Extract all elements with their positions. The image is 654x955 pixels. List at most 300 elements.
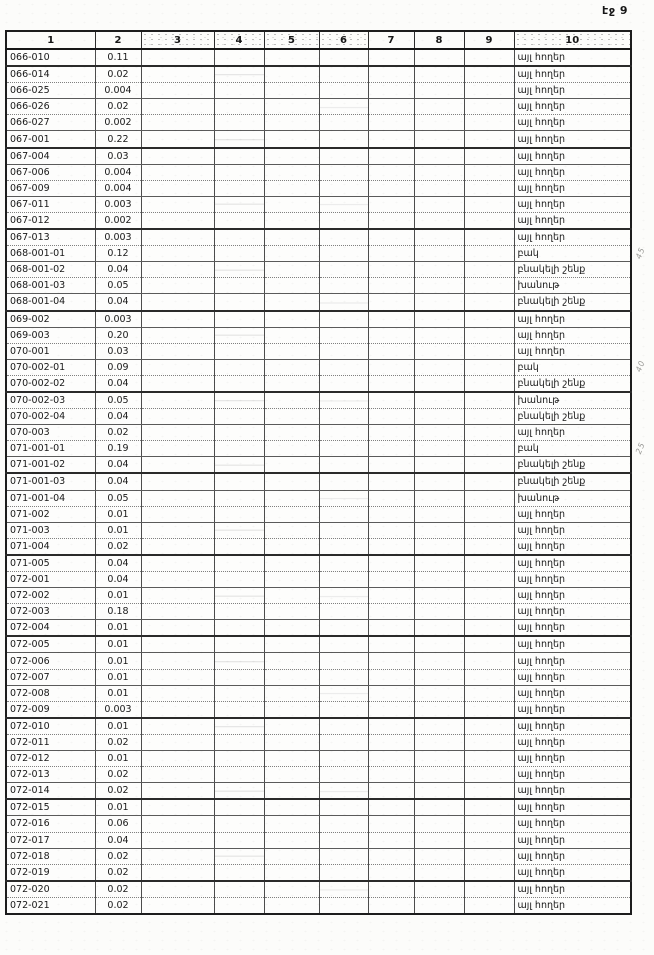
empty-cell: [368, 115, 414, 131]
empty-cell: [141, 343, 214, 359]
empty-cell: [464, 229, 514, 246]
empty-cell: [141, 783, 214, 800]
empty-cell: [414, 343, 464, 359]
empty-cell: [264, 864, 319, 881]
empty-cell: [264, 832, 319, 848]
empty-cell: [368, 409, 414, 425]
empty-cell: [414, 392, 464, 409]
table-row: [6, 669, 631, 685]
empty-cell: [368, 783, 414, 800]
empty-cell: [464, 685, 514, 701]
area-value-cell: 0.01: [95, 636, 141, 653]
empty-cell: [264, 99, 319, 115]
empty-cell: [319, 506, 368, 522]
empty-cell: [319, 490, 368, 506]
empty-cell: [368, 767, 414, 783]
parcel-code-cell: 069-003: [6, 327, 95, 343]
area-value-cell: 0.18: [95, 604, 141, 620]
land-use-cell: այլ հողեր: [514, 555, 631, 572]
parcel-code-cell: 072-011: [6, 734, 95, 750]
empty-cell: [141, 636, 214, 653]
empty-cell: [368, 832, 414, 848]
table-row: [6, 848, 631, 864]
empty-cell: [214, 83, 264, 99]
empty-cell: [264, 636, 319, 653]
empty-cell: [264, 457, 319, 474]
land-use-cell: այլ հողեր: [514, 701, 631, 718]
table-row: [6, 148, 631, 165]
empty-cell: [214, 392, 264, 409]
empty-cell: [319, 180, 368, 196]
empty-cell: [141, 701, 214, 718]
empty-cell: [214, 66, 264, 83]
empty-cell: [368, 848, 414, 864]
empty-cell: [319, 311, 368, 328]
empty-cell: [264, 359, 319, 375]
empty-cell: [264, 83, 319, 99]
empty-cell: [214, 799, 264, 816]
empty-cell: [464, 816, 514, 832]
empty-cell: [264, 343, 319, 359]
empty-cell: [464, 783, 514, 800]
empty-cell: [414, 278, 464, 294]
parcel-code-cell: 072-019: [6, 864, 95, 881]
parcel-code-cell: 067-009: [6, 180, 95, 196]
table-row: [6, 881, 631, 898]
parcel-code-cell: 069-002: [6, 311, 95, 328]
empty-cell: [414, 783, 464, 800]
parcel-code-cell: 072-004: [6, 620, 95, 637]
land-use-cell: խանութ: [514, 392, 631, 409]
area-value-cell: 0.01: [95, 685, 141, 701]
empty-cell: [464, 538, 514, 555]
empty-cell: [414, 751, 464, 767]
empty-cell: [464, 506, 514, 522]
table-row: [6, 278, 631, 294]
table-row: [6, 490, 631, 506]
land-use-cell: այլ հողեր: [514, 180, 631, 196]
empty-cell: [464, 148, 514, 165]
area-value-cell: 0.04: [95, 473, 141, 490]
area-value-cell: 0.11: [95, 49, 141, 66]
empty-cell: [414, 767, 464, 783]
empty-cell: [264, 653, 319, 669]
empty-cell: [464, 620, 514, 637]
land-use-cell: այլ հողեր: [514, 538, 631, 555]
empty-cell: [141, 311, 214, 328]
parcel-code-cell: 070-002-04: [6, 409, 95, 425]
parcel-code-cell: 068-001-01: [6, 246, 95, 262]
empty-cell: [368, 522, 414, 538]
empty-cell: [464, 718, 514, 735]
area-value-cell: 0.002: [95, 115, 141, 131]
empty-cell: [319, 262, 368, 278]
area-value-cell: 0.04: [95, 409, 141, 425]
empty-cell: [319, 457, 368, 474]
empty-cell: [264, 572, 319, 588]
cadastre-table: [5, 30, 632, 915]
empty-cell: [368, 718, 414, 735]
empty-cell: [214, 359, 264, 375]
parcel-code-cell: 072-008: [6, 685, 95, 701]
empty-cell: [141, 425, 214, 441]
empty-cell: [368, 375, 414, 392]
empty-cell: [368, 799, 414, 816]
empty-cell: [464, 473, 514, 490]
land-use-cell: խանութ: [514, 490, 631, 506]
empty-cell: [141, 881, 214, 898]
empty-cell: [214, 262, 264, 278]
area-value-cell: 0.02: [95, 897, 141, 914]
parcel-code-cell: 067-013: [6, 229, 95, 246]
empty-cell: [264, 262, 319, 278]
empty-cell: [264, 49, 319, 66]
empty-cell: [414, 538, 464, 555]
empty-cell: [368, 359, 414, 375]
parcel-code-cell: 068-001-04: [6, 294, 95, 311]
empty-cell: [264, 555, 319, 572]
empty-cell: [464, 294, 514, 311]
land-use-cell: այլ հողեր: [514, 327, 631, 343]
table-row: [6, 311, 631, 328]
empty-cell: [368, 164, 414, 180]
empty-cell: [264, 751, 319, 767]
empty-cell: [414, 718, 464, 735]
area-value-cell: 0.02: [95, 425, 141, 441]
land-use-cell: այլ հողեր: [514, 783, 631, 800]
empty-cell: [368, 148, 414, 165]
empty-cell: [368, 881, 414, 898]
parcel-code-cell: 071-001-04: [6, 490, 95, 506]
empty-cell: [214, 718, 264, 735]
empty-cell: [141, 669, 214, 685]
land-use-cell: բնակելի շենք: [514, 375, 631, 392]
empty-cell: [141, 99, 214, 115]
land-use-cell: խանութ: [514, 278, 631, 294]
empty-cell: [264, 783, 319, 800]
table-header-row: [6, 31, 631, 49]
table-row: [6, 294, 631, 311]
empty-cell: [368, 83, 414, 99]
parcel-code-cell: 072-002: [6, 588, 95, 604]
empty-cell: [141, 734, 214, 750]
land-use-cell: այլ հողեր: [514, 848, 631, 864]
empty-cell: [319, 572, 368, 588]
table-row: [6, 620, 631, 637]
empty-cell: [319, 425, 368, 441]
empty-cell: [214, 685, 264, 701]
pencil-margin-note: 40: [634, 358, 647, 374]
parcel-code-cell: 066-027: [6, 115, 95, 131]
empty-cell: [414, 588, 464, 604]
empty-cell: [141, 653, 214, 669]
empty-cell: [414, 229, 464, 246]
parcel-code-cell: 072-013: [6, 767, 95, 783]
parcel-code-cell: 067-012: [6, 212, 95, 229]
parcel-code-cell: 072-010: [6, 718, 95, 735]
parcel-code-cell: 071-004: [6, 538, 95, 555]
empty-cell: [141, 229, 214, 246]
empty-cell: [141, 832, 214, 848]
empty-cell: [319, 83, 368, 99]
empty-cell: [464, 457, 514, 474]
empty-cell: [414, 734, 464, 750]
pencil-margin-note: 25: [634, 440, 647, 456]
empty-cell: [319, 588, 368, 604]
empty-cell: [214, 767, 264, 783]
empty-cell: [214, 783, 264, 800]
empty-cell: [464, 66, 514, 83]
table-row: [6, 816, 631, 832]
table-row: [6, 457, 631, 474]
area-value-cell: 0.01: [95, 620, 141, 637]
area-value-cell: 0.02: [95, 538, 141, 555]
empty-cell: [319, 767, 368, 783]
empty-cell: [368, 751, 414, 767]
empty-cell: [464, 99, 514, 115]
empty-cell: [319, 848, 368, 864]
land-use-cell: այլ հողեր: [514, 115, 631, 131]
empty-cell: [464, 311, 514, 328]
area-value-cell: 0.02: [95, 864, 141, 881]
land-use-cell: այլ հողեր: [514, 212, 631, 229]
empty-cell: [264, 294, 319, 311]
empty-cell: [264, 538, 319, 555]
empty-cell: [414, 409, 464, 425]
empty-cell: [464, 701, 514, 718]
area-value-cell: 0.03: [95, 343, 141, 359]
empty-cell: [319, 115, 368, 131]
land-use-cell: այլ հողեր: [514, 229, 631, 246]
empty-cell: [464, 212, 514, 229]
parcel-code-cell: 072-006: [6, 653, 95, 669]
land-use-cell: բնակելի շենք: [514, 262, 631, 278]
land-use-cell: այլ հողեր: [514, 99, 631, 115]
land-use-cell: այլ հողեր: [514, 343, 631, 359]
empty-cell: [319, 164, 368, 180]
area-value-cell: 0.02: [95, 783, 141, 800]
empty-cell: [414, 522, 464, 538]
empty-cell: [141, 685, 214, 701]
table-row: [6, 180, 631, 196]
empty-cell: [264, 196, 319, 212]
empty-cell: [464, 196, 514, 212]
empty-cell: [414, 311, 464, 328]
column-header-10: 10: [514, 31, 631, 49]
empty-cell: [414, 473, 464, 490]
empty-cell: [414, 441, 464, 457]
empty-cell: [264, 229, 319, 246]
empty-cell: [214, 473, 264, 490]
empty-cell: [414, 327, 464, 343]
empty-cell: [464, 343, 514, 359]
column-header-6: 6: [319, 31, 368, 49]
empty-cell: [414, 83, 464, 99]
area-value-cell: 0.02: [95, 734, 141, 750]
land-use-cell: բնակելի շենք: [514, 473, 631, 490]
land-use-cell: այլ հողեր: [514, 425, 631, 441]
empty-cell: [319, 701, 368, 718]
table-row: [6, 572, 631, 588]
land-use-cell: այլ հողեր: [514, 49, 631, 66]
empty-cell: [214, 49, 264, 66]
empty-cell: [464, 409, 514, 425]
empty-cell: [414, 881, 464, 898]
empty-cell: [214, 278, 264, 294]
empty-cell: [464, 799, 514, 816]
empty-cell: [414, 653, 464, 669]
empty-cell: [264, 425, 319, 441]
empty-cell: [414, 701, 464, 718]
empty-cell: [214, 327, 264, 343]
parcel-code-cell: 066-014: [6, 66, 95, 83]
empty-cell: [141, 538, 214, 555]
empty-cell: [319, 685, 368, 701]
area-value-cell: 0.09: [95, 359, 141, 375]
empty-cell: [319, 148, 368, 165]
land-use-cell: այլ հողեր: [514, 572, 631, 588]
empty-cell: [368, 196, 414, 212]
empty-cell: [141, 278, 214, 294]
empty-cell: [368, 343, 414, 359]
empty-cell: [368, 441, 414, 457]
empty-cell: [214, 604, 264, 620]
area-value-cell: 0.03: [95, 148, 141, 165]
table-row: [6, 783, 631, 800]
empty-cell: [464, 115, 514, 131]
area-value-cell: 0.12: [95, 246, 141, 262]
land-use-cell: այլ հողեր: [514, 164, 631, 180]
empty-cell: [141, 490, 214, 506]
area-value-cell: 0.003: [95, 701, 141, 718]
empty-cell: [414, 212, 464, 229]
empty-cell: [141, 196, 214, 212]
area-value-cell: 0.04: [95, 832, 141, 848]
empty-cell: [414, 572, 464, 588]
empty-cell: [214, 425, 264, 441]
table-row: [6, 375, 631, 392]
empty-cell: [464, 359, 514, 375]
empty-cell: [414, 294, 464, 311]
empty-cell: [368, 816, 414, 832]
empty-cell: [368, 278, 414, 294]
parcel-code-cell: 071-001-03: [6, 473, 95, 490]
empty-cell: [264, 767, 319, 783]
land-use-cell: այլ հողեր: [514, 767, 631, 783]
land-use-cell: այլ հողեր: [514, 196, 631, 212]
empty-cell: [368, 864, 414, 881]
empty-cell: [414, 457, 464, 474]
land-use-cell: այլ հողեր: [514, 588, 631, 604]
empty-cell: [368, 636, 414, 653]
empty-cell: [214, 164, 264, 180]
parcel-code-cell: 072-001: [6, 572, 95, 588]
land-use-cell: այլ հողեր: [514, 799, 631, 816]
empty-cell: [141, 83, 214, 99]
parcel-code-cell: 071-001-01: [6, 441, 95, 457]
empty-cell: [214, 246, 264, 262]
empty-cell: [141, 246, 214, 262]
empty-cell: [141, 588, 214, 604]
empty-cell: [414, 246, 464, 262]
table-row: [6, 588, 631, 604]
empty-cell: [214, 751, 264, 767]
parcel-code-cell: 072-017: [6, 832, 95, 848]
empty-cell: [141, 212, 214, 229]
area-value-cell: 0.01: [95, 669, 141, 685]
empty-cell: [464, 49, 514, 66]
empty-cell: [264, 685, 319, 701]
empty-cell: [214, 734, 264, 750]
empty-cell: [214, 294, 264, 311]
empty-cell: [264, 278, 319, 294]
empty-cell: [368, 669, 414, 685]
land-use-cell: բնակելի շենք: [514, 409, 631, 425]
empty-cell: [264, 66, 319, 83]
empty-cell: [464, 83, 514, 99]
empty-cell: [214, 864, 264, 881]
table-row: [6, 685, 631, 701]
empty-cell: [214, 897, 264, 914]
column-header-3: 3: [141, 31, 214, 49]
empty-cell: [414, 636, 464, 653]
empty-cell: [414, 196, 464, 212]
column-header-7: 7: [368, 31, 414, 49]
empty-cell: [368, 212, 414, 229]
table-row: [6, 164, 631, 180]
land-use-cell: այլ հողեր: [514, 897, 631, 914]
area-value-cell: 0.01: [95, 718, 141, 735]
table-row: [6, 604, 631, 620]
area-value-cell: 0.02: [95, 848, 141, 864]
empty-cell: [414, 848, 464, 864]
empty-cell: [264, 148, 319, 165]
table-body: [6, 49, 631, 914]
empty-cell: [319, 294, 368, 311]
empty-cell: [368, 294, 414, 311]
parcel-code-cell: 072-021: [6, 897, 95, 914]
empty-cell: [141, 816, 214, 832]
empty-cell: [464, 832, 514, 848]
empty-cell: [214, 115, 264, 131]
empty-cell: [464, 375, 514, 392]
empty-cell: [414, 864, 464, 881]
empty-cell: [464, 604, 514, 620]
empty-cell: [464, 897, 514, 914]
empty-cell: [264, 131, 319, 148]
empty-cell: [264, 409, 319, 425]
empty-cell: [141, 718, 214, 735]
empty-cell: [214, 881, 264, 898]
empty-cell: [464, 751, 514, 767]
land-use-cell: այլ հողեր: [514, 864, 631, 881]
area-value-cell: 0.04: [95, 555, 141, 572]
parcel-code-cell: 072-007: [6, 669, 95, 685]
empty-cell: [319, 636, 368, 653]
empty-cell: [319, 327, 368, 343]
area-value-cell: 0.01: [95, 522, 141, 538]
empty-cell: [214, 148, 264, 165]
pencil-margin-note: 45: [634, 245, 647, 261]
empty-cell: [414, 490, 464, 506]
land-use-cell: բակ: [514, 441, 631, 457]
empty-cell: [214, 229, 264, 246]
table-row: [6, 359, 631, 375]
empty-cell: [414, 359, 464, 375]
land-use-cell: այլ հողեր: [514, 816, 631, 832]
empty-cell: [264, 588, 319, 604]
empty-cell: [264, 441, 319, 457]
